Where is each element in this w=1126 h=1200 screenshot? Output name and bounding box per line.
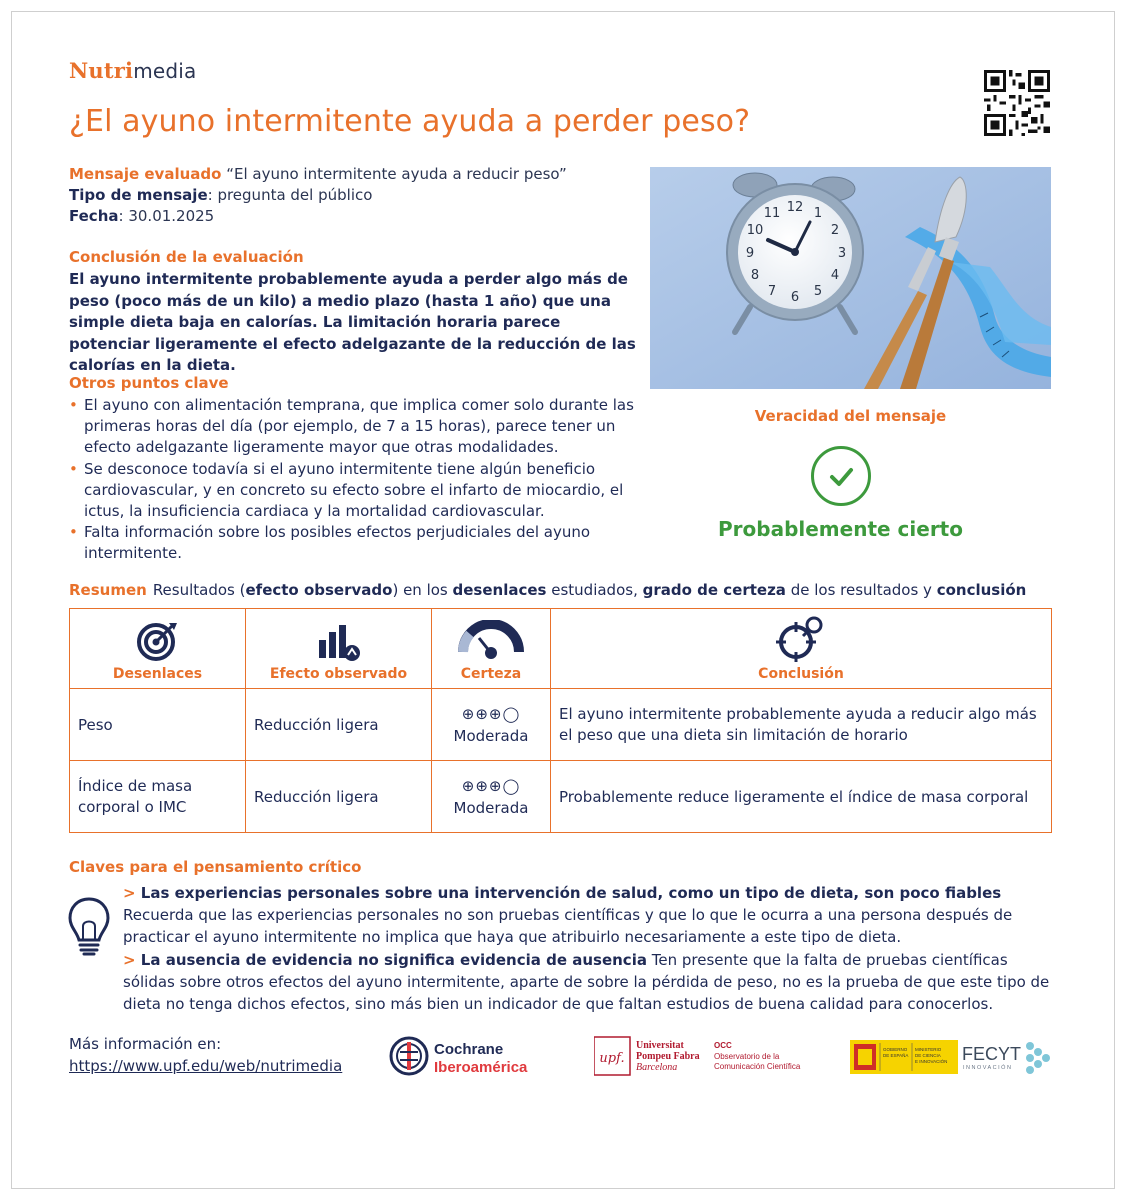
mas-label: Más información en: — [69, 1035, 222, 1053]
effect-cell: Reducción ligera — [246, 761, 432, 833]
gauge-icon — [458, 620, 524, 662]
clave-item: > Las experiencias personales sobre una intervención de salud, como un tipo de dieta, son poco fiables Recuerda que las experiencias personales no son pruebas científicas y que lo que le ocurra a una persona después de practicar el ayuno intermitente no implica que haya que atribuirlo necesariamente a este tipo de dieta. — [123, 884, 1013, 947]
gobierno-espana-logo — [850, 1040, 958, 1074]
otros-puntos-list — [69, 395, 654, 565]
list-item: • Falta información sobre los posibles efectos perjudiciales del ayuno intermitente. — [69, 522, 654, 564]
check-icon — [811, 446, 871, 506]
claves-text — [123, 882, 1053, 1015]
svg-text:5: 5 — [813, 284, 823, 299]
svg-text:FECYT: FECYT — [962, 1044, 1022, 1064]
svg-text:6: 6 — [790, 290, 800, 305]
list-item: • El ayuno con alimentación temprana, que implica comer solo durante las primeras horas del día (por ejemplo, de 7 a 15 horas), parece tener un efecto adelgazante ligeramente mayor que otras modalidades. — [69, 395, 654, 459]
svg-text:Cochrane: Cochrane — [434, 1041, 504, 1058]
svg-text:12: 12 — [786, 200, 804, 215]
fecha: Fecha: 30.01.2025 — [69, 207, 215, 225]
mensaje-evaluado: Mensaje evaluado “El ayuno intermitente ayuda a reducir peso” — [69, 165, 567, 183]
svg-text:DE CIENCIA: DE CIENCIA — [915, 1053, 941, 1058]
header-conclusion: Conclusión — [551, 609, 1052, 689]
svg-text:9: 9 — [745, 246, 755, 261]
bar-chart-icon — [315, 622, 363, 662]
list-item: • Se desconoce todavía si el ayuno intermitente tiene algún beneficio cardiovascular, y en concreto su efecto sobre el infarto de miocardio, el ictus, la insuficiencia cardiaca y la mortalidad cardiovascular. — [69, 459, 654, 523]
target-icon — [136, 620, 180, 662]
lightbulb-icon — [66, 896, 112, 958]
conclusion-cell: Probablemente reduce ligeramente el índice de masa corporal — [551, 761, 1052, 833]
message-meta — [69, 164, 629, 227]
claves-heading: Claves para el pensamiento crítico — [69, 858, 362, 876]
svg-text:DE ESPAÑA: DE ESPAÑA — [883, 1053, 909, 1058]
nutrimedia-link[interactable]: https://www.upf.edu/web/nutrimedia — [69, 1057, 343, 1075]
outcome-cell: Índice de masa corporal o IMC — [70, 761, 246, 833]
header-certeza: Certeza — [432, 609, 551, 689]
conclusion-text: El ayuno intermitente probablemente ayuda a perder algo más de peso (poco más de un kilo) a medio plazo (hasta 1 año) que una simple dieta baja en calorías. La limitación horaria parece potenciar ligeramente el efecto adelgazante de la reducción de las calorías en la dieta. — [69, 270, 636, 374]
clock-fork-photo — [650, 167, 1051, 389]
svg-text:Pompeu Fabra: Pompeu Fabra — [636, 1051, 700, 1062]
effect-cell: Reducción ligera — [246, 689, 432, 761]
clave-item: > La ausencia de evidencia no significa evidencia de ausencia Ten presente que la falta de pruebas científicas sólidas sobre otros efectos del ayuno intermitente, aparte de sobre la pérdida de peso, no es la prueba de que este tipo de dieta no tenga dichos efectos, sino más bien un indicador de que faltan estudios de buena calidad para conocerlos. — [123, 950, 1050, 1014]
svg-text:3: 3 — [837, 246, 847, 261]
svg-text:Iberoamérica: Iberoamérica — [434, 1059, 528, 1076]
mas-informacion — [69, 1033, 342, 1077]
table-row — [70, 689, 1052, 761]
veracidad-value: Probablemente cierto — [718, 517, 963, 541]
svg-text:11: 11 — [763, 206, 781, 221]
outcome-cell: Peso — [70, 689, 246, 761]
svg-text:2: 2 — [830, 223, 840, 238]
resumen-line: Resumen Resultados (efecto observado) en los desenlaces estudiados, grado de certeza de los resultados y conclusión — [69, 581, 1027, 599]
svg-text:10: 10 — [746, 223, 764, 238]
svg-text:upf.: upf. — [599, 1051, 625, 1066]
page-title: ¿El ayuno intermitente ayuda a perder peso? — [69, 104, 751, 139]
svg-text:INNOVACIÓN: INNOVACIÓN — [963, 1065, 1013, 1071]
conclusion-cell: El ayuno intermitente probablemente ayuda a reducir algo más el peso que una dieta sin limitación de horario — [551, 689, 1052, 761]
svg-text:Universitat: Universitat — [636, 1040, 684, 1051]
svg-text:Comunicación Científica: Comunicación Científica — [714, 1062, 801, 1071]
summary-table — [69, 608, 1052, 833]
table-header-row — [70, 609, 1052, 689]
svg-text:Observatorio de la: Observatorio de la — [714, 1052, 780, 1061]
certainty-cell: ⊕⊕⊕◯ Moderada — [432, 689, 551, 761]
upf-occ-logo — [594, 1036, 814, 1076]
qr-code-icon — [983, 70, 1051, 136]
otros-puntos-heading: Otros puntos clave — [69, 374, 229, 392]
tipo-mensaje: Tipo de mensaje: pregunta del público — [69, 186, 373, 204]
fecyt-logo — [962, 1036, 1054, 1078]
cochrane-logo — [388, 1034, 548, 1078]
svg-text:7: 7 — [767, 284, 777, 299]
magnifier-crosshair-icon — [776, 616, 826, 662]
svg-text:1: 1 — [813, 206, 823, 221]
table-row — [70, 761, 1052, 833]
svg-text:GOBIERNO: GOBIERNO — [883, 1047, 908, 1052]
svg-text:Barcelona: Barcelona — [636, 1062, 678, 1073]
svg-text:OCC: OCC — [714, 1041, 732, 1050]
conclusion-heading: Conclusión de la evaluación — [69, 248, 304, 266]
svg-text:8: 8 — [750, 268, 760, 283]
veracidad-heading: Veracidad del mensaje — [754, 407, 947, 425]
header-desenlaces: Desenlaces — [70, 609, 246, 689]
svg-text:MINISTERIO: MINISTERIO — [915, 1047, 942, 1052]
svg-text:4: 4 — [830, 268, 840, 283]
nutrimedia-logo: Nutrimedia — [69, 58, 197, 83]
header-efecto: Efecto observado — [246, 609, 432, 689]
certainty-cell: ⊕⊕⊕◯ Moderada — [432, 761, 551, 833]
svg-text:E INNOVACIÓN: E INNOVACIÓN — [915, 1059, 948, 1064]
